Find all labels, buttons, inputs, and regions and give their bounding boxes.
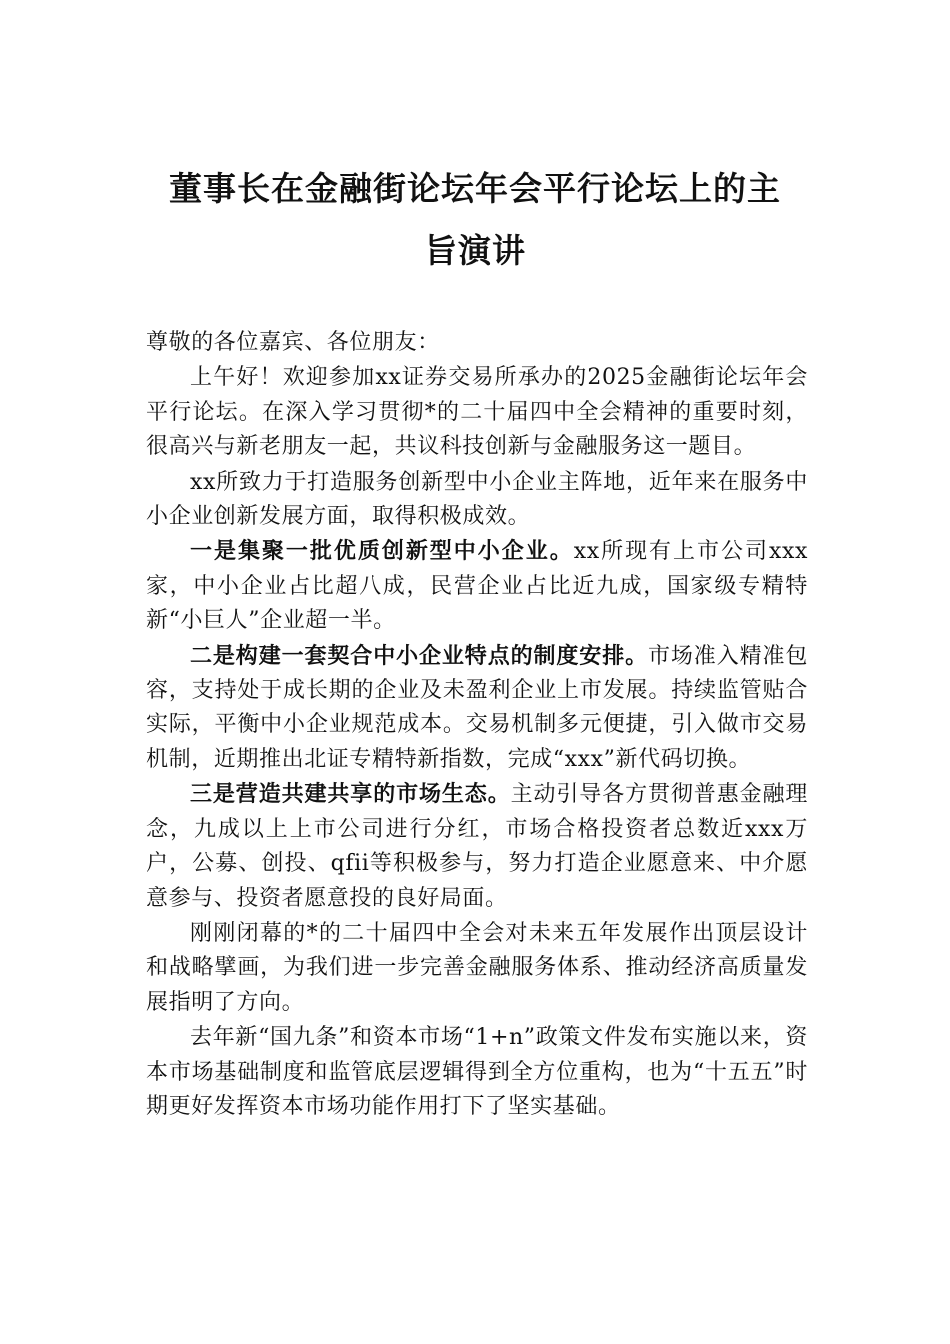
paragraph	[146, 534, 808, 638]
paragraph	[146, 1020, 808, 1124]
paragraph-text: 上午好！欢迎参加xx证券交易所承办的2025金融街论坛年会平行论坛。在深入学习贯彻*的二十届四中全会精神的重要时刻，很高兴与新老朋友一起，共议科技创新与金融服务这一题目。	[146, 365, 808, 460]
paragraph	[146, 639, 808, 778]
paragraph-text: 去年新“国九条”和资本市场“1+n”政策文件发布实施以来，资本市场基础制度和监管底层逻辑得到全方位重构，也为“十五五”时期更好发挥资本市场功能作用打下了坚实基础。	[146, 1025, 808, 1119]
paragraph-lead: 三是营造共建共享的市场生态。	[190, 781, 511, 808]
paragraph-text: 刚刚闭幕的*的二十届四中全会对未来五年发展作出顶层设计和战略擘画，为我们进一步完善金融服务体系、推动经济高质量发展指明了方向。	[146, 920, 808, 1015]
document-title	[140, 158, 810, 282]
title-line-2: 旨演讲	[424, 231, 526, 270]
title-line-1: 董事长在金融街论坛年会平行论坛上的主	[169, 169, 781, 208]
paragraph-lead: 一是集聚一批优质创新型中小企业。	[190, 538, 574, 565]
salutation: 尊敬的各位嘉宾、各位朋友：	[146, 330, 440, 355]
document-body	[146, 326, 808, 1124]
paragraph	[146, 916, 808, 1020]
paragraph	[146, 777, 808, 916]
paragraph	[146, 465, 808, 535]
paragraph	[146, 360, 808, 464]
paragraph-text: xx所致力于打造服务创新型中小企业主阵地，近年来在服务中小企业创新发展方面，取得积极成效。	[146, 469, 808, 530]
paragraph-text: xx所现有上市公司xxx家，中小企业占比超八成，民营企业占比近九成，国家级专精特新“小巨人”企业超一半。	[146, 539, 808, 634]
paragraph-text: 主动引导各方贯彻普惠金融理念，九成以上上市公司进行分红，市场合格投资者总数近xxx万户，公募、创投、qfii等积极参与，努力打造企业愿意来、中介愿意参与、投资者愿意投的良好局面。	[146, 782, 808, 911]
paragraph-text: 市场准入精准包容，支持处于成长期的企业及未盈利企业上市发展。持续监管贴合实际，平衡中小企业规范成本。交易机制多元便捷，引入做市交易机制，近期推出北证专精特新指数，完成“xxx”新代码切换。	[146, 643, 808, 772]
paragraph-lead: 二是构建一套契合中小企业特点的制度安排。	[190, 642, 648, 669]
